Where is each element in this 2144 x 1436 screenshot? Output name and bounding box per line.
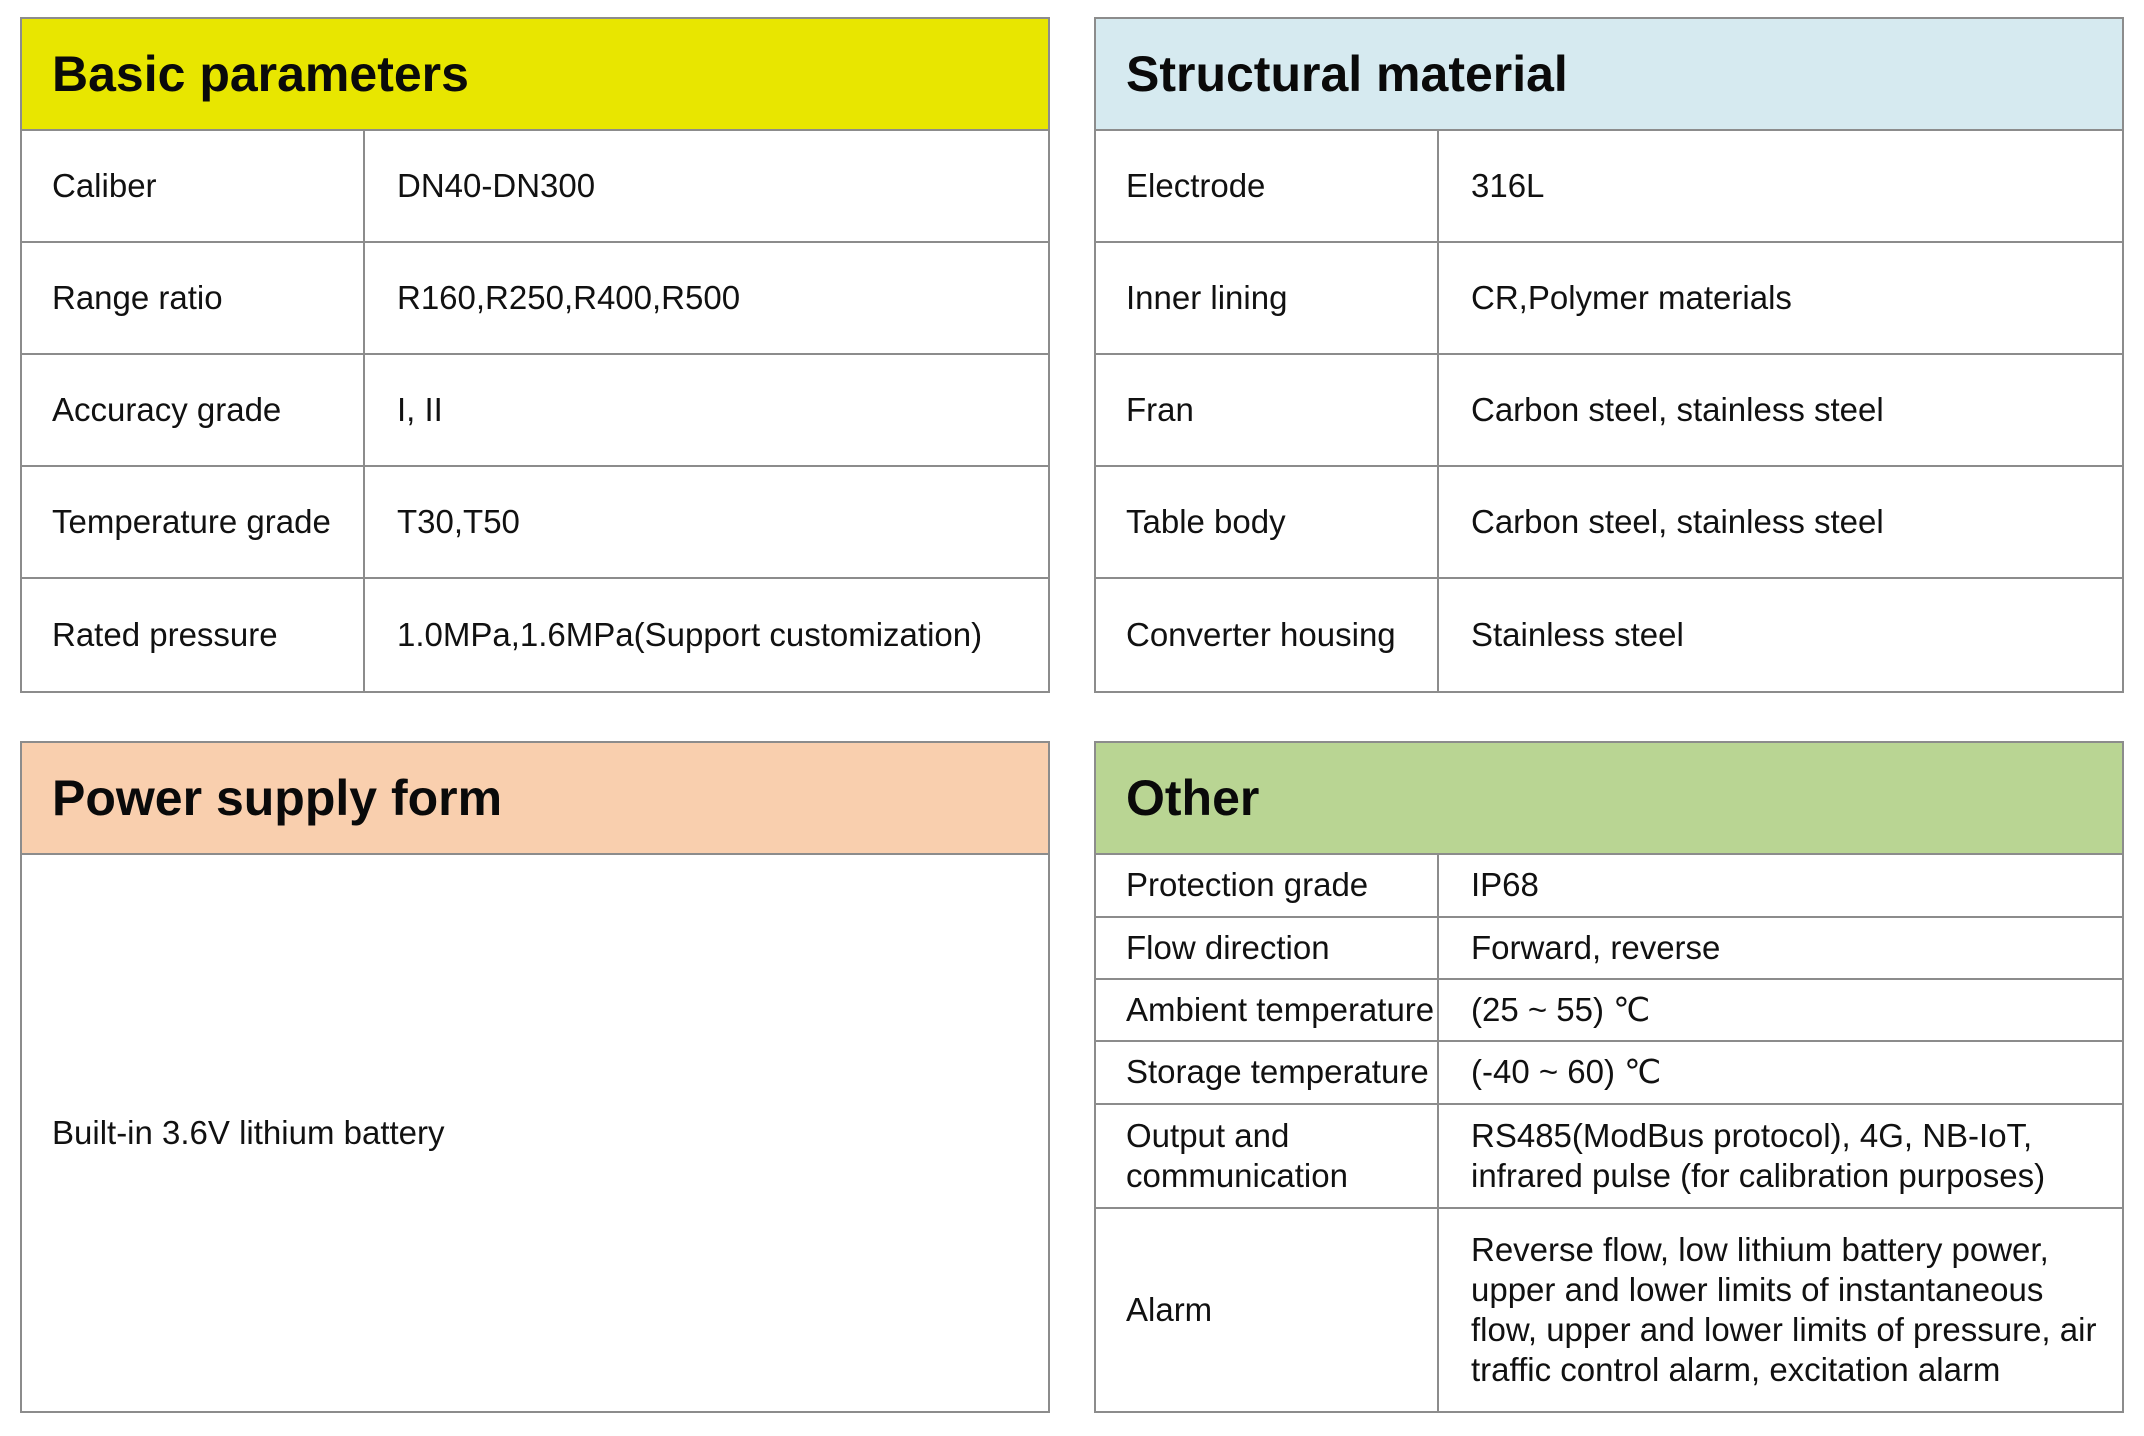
structural-material-header <box>1096 19 2122 131</box>
row-value: RS485(ModBus protocol), 4G, NB-IoT, infrared pulse (for calibration purposes) <box>1471 1116 2046 1194</box>
row-label: Inner lining <box>1096 243 1439 353</box>
row-label: Ambient temperature <box>1096 980 1439 1040</box>
table-row <box>22 131 1048 243</box>
table-row <box>1096 855 2122 918</box>
row-value: 316L <box>1471 166 1545 204</box>
row-label: Storage temperature <box>1096 1042 1439 1103</box>
power-supply-header <box>22 743 1048 855</box>
basic-parameters-title: Basic parameters <box>52 46 469 102</box>
table-row <box>1096 1042 2122 1105</box>
table-row <box>1096 467 2122 579</box>
table-row <box>22 355 1048 467</box>
row-value: Carbon steel, stainless steel <box>1471 502 1884 540</box>
structural-material-title: Structural material <box>1126 46 1568 102</box>
structural-material-table <box>1096 131 2122 691</box>
row-label: Temperature grade <box>22 467 365 577</box>
power-supply-text: Built-in 3.6V lithium battery <box>52 1114 445 1151</box>
row-value: IP68 <box>1471 866 1539 904</box>
table-row <box>1096 579 2122 691</box>
other-panel <box>1094 741 2124 1413</box>
row-value: DN40-DN300 <box>397 166 596 204</box>
row-label: Accuracy grade <box>22 355 365 465</box>
row-label: Rated pressure <box>22 579 365 691</box>
row-label: Fran <box>1096 355 1439 465</box>
row-label: Flow direction <box>1096 918 1439 978</box>
power-supply-title: Power supply form <box>52 770 503 826</box>
row-label: Electrode <box>1096 131 1439 241</box>
table-row <box>22 579 1048 691</box>
other-header <box>1096 743 2122 855</box>
row-label: Output and communication <box>1096 1105 1439 1207</box>
row-value: Forward, reverse <box>1471 928 1721 966</box>
row-label: Alarm <box>1096 1209 1439 1411</box>
basic-parameters-header <box>22 19 1048 131</box>
table-row <box>1096 243 2122 355</box>
row-value: T30,T50 <box>397 502 520 540</box>
table-row <box>1096 980 2122 1042</box>
row-value: Carbon steel, stainless steel <box>1471 390 1884 428</box>
power-supply-body <box>22 855 1048 1411</box>
row-value: (-40 ~ 60) ℃ <box>1471 1053 1662 1091</box>
table-row <box>1096 131 2122 243</box>
power-supply-panel <box>20 741 1050 1413</box>
table-row <box>22 243 1048 355</box>
other-title: Other <box>1126 770 1260 826</box>
table-row <box>1096 918 2122 980</box>
basic-parameters-table <box>22 131 1048 691</box>
row-label: Caliber <box>22 131 365 241</box>
row-value: CR,Polymer materials <box>1471 278 1792 316</box>
row-label: Table body <box>1096 467 1439 577</box>
row-value: (25 ~ 55) ℃ <box>1471 990 1651 1028</box>
row-value: Reverse flow, low lithium battery power, upper and lower limits of instantaneous flow, upper and lower limits of pressure, air traffic control alarm, excitation alarm <box>1471 1230 2097 1389</box>
basic-parameters-panel <box>20 17 1050 693</box>
row-label: Converter housing <box>1096 579 1439 691</box>
structural-material-panel <box>1094 17 2124 693</box>
table-row <box>22 467 1048 579</box>
row-value: R160,R250,R400,R500 <box>397 278 741 316</box>
table-row <box>1096 1209 2122 1411</box>
other-table <box>1096 855 2122 1411</box>
row-value: I, II <box>397 390 443 428</box>
row-label: Protection grade <box>1096 855 1439 916</box>
row-value: Stainless steel <box>1471 615 1684 653</box>
table-row <box>1096 355 2122 467</box>
row-value: 1.0MPa,1.6MPa(Support customization) <box>397 615 983 653</box>
table-row <box>1096 1105 2122 1209</box>
row-label: Range ratio <box>22 243 365 353</box>
